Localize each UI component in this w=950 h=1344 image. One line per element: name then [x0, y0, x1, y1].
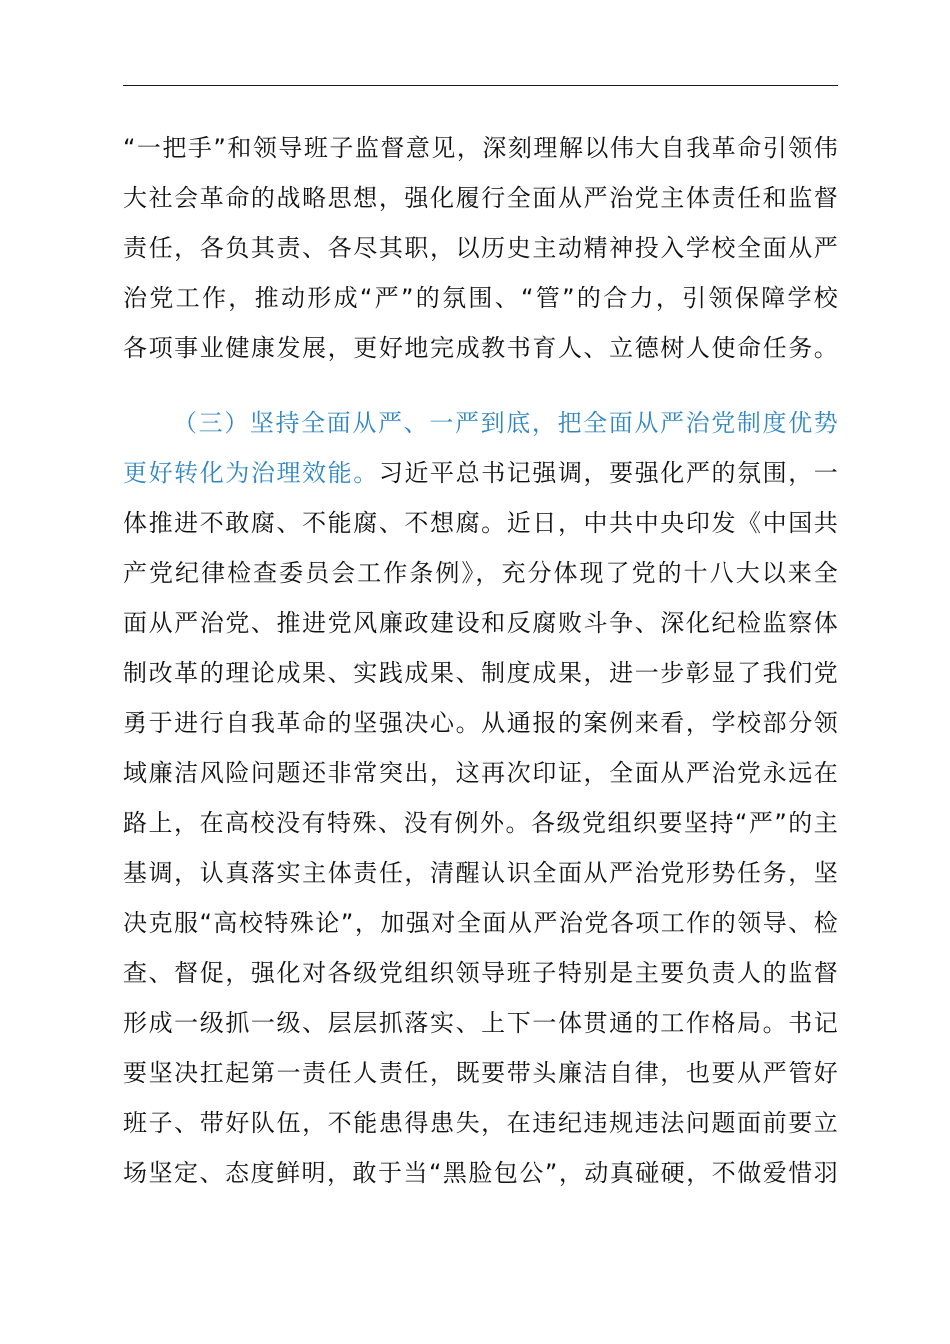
paragraph-2-line-13: 形成一级抓一级、层层抓落实、上下一体贯通的工作格局。书记 — [123, 1009, 838, 1037]
paragraph-2-line-15: 班子、带好队伍，不能患得患失，在违纪违规违法问题面前要立 — [123, 1109, 838, 1137]
paragraph-2-line-6: 制改革的理论成果、实践成果、制度成果，进一步彰显了我们党 — [123, 659, 838, 687]
section-heading-line-2: 更好转化为治理效能。 — [123, 459, 379, 487]
section-heading-line-1: （三）坚持全面从严、一严到底，把全面从严治党制度优势 — [173, 409, 838, 437]
paragraph-2-line-14: 要坚决扛起第一责任人责任，既要带头廉洁自律，也要从严管好 — [123, 1059, 838, 1087]
paragraph-1-line-3: 责任，各负其责、各尽其职，以历史主动精神投入学校全面从严 — [123, 234, 838, 262]
paragraph-2-line-12: 查、督促，强化对各级党组织领导班子特别是主要负责人的监督 — [123, 959, 838, 987]
header-rule — [123, 85, 838, 86]
paragraph-2-line-2-text: 习近平总书记强调，要强化严的氛围，一 — [378, 459, 839, 487]
paragraph-1 — [123, 123, 838, 373]
paragraph-2-line-5: 面从严治党、推进党风廉政建设和反腐败斗争、深化纪检监察体 — [123, 609, 838, 637]
paragraph-1-line-2: 大社会革命的战略思想，强化履行全面从严治党主体责任和监督 — [123, 184, 838, 212]
paragraph-2-line-4: 产党纪律检查委员会工作条例》，充分体现了党的十八大以来全 — [123, 559, 838, 587]
paragraph-gap — [123, 373, 838, 398]
paragraph-1-line-1: “一把手”和领导班子监督意见，深刻理解以伟大自我革命引领伟 — [123, 134, 838, 162]
paragraph-2 — [123, 398, 838, 1198]
paragraph-2-line-9: 路上，在高校没有特殊、没有例外。各级党组织要坚持“严”的主 — [123, 809, 838, 837]
paragraph-1-line-5: 各项事业健康发展，更好地完成教书育人、立德树人使命任务。 — [123, 334, 838, 362]
paragraph-2-line-2 — [123, 448, 838, 498]
paragraph-2-line-7: 勇于进行自我革命的坚强决心。从通报的案例来看，学校部分领 — [123, 709, 838, 737]
document-body — [123, 123, 838, 1198]
paragraph-2-line-10: 基调，认真落实主体责任，清醒认识全面从严治党形势任务，坚 — [123, 859, 838, 887]
paragraph-2-line-11: 决克服“高校特殊论”，加强对全面从严治党各项工作的领导、检 — [123, 909, 838, 937]
paragraph-2-line-16: 场坚定、态度鲜明，敢于当“黑脸包公”，动真碰硬，不做爱惜羽 — [123, 1159, 838, 1187]
paragraph-2-line-3: 体推进不敢腐、不能腐、不想腐。近日，中共中央印发《中国共 — [123, 509, 838, 537]
paragraph-2-line-8: 域廉洁风险问题还非常突出，这再次印证，全面从严治党永远在 — [123, 759, 838, 787]
paragraph-1-line-4: 治党工作，推动形成“严”的氛围、“管”的合力，引领保障学校 — [123, 284, 838, 312]
